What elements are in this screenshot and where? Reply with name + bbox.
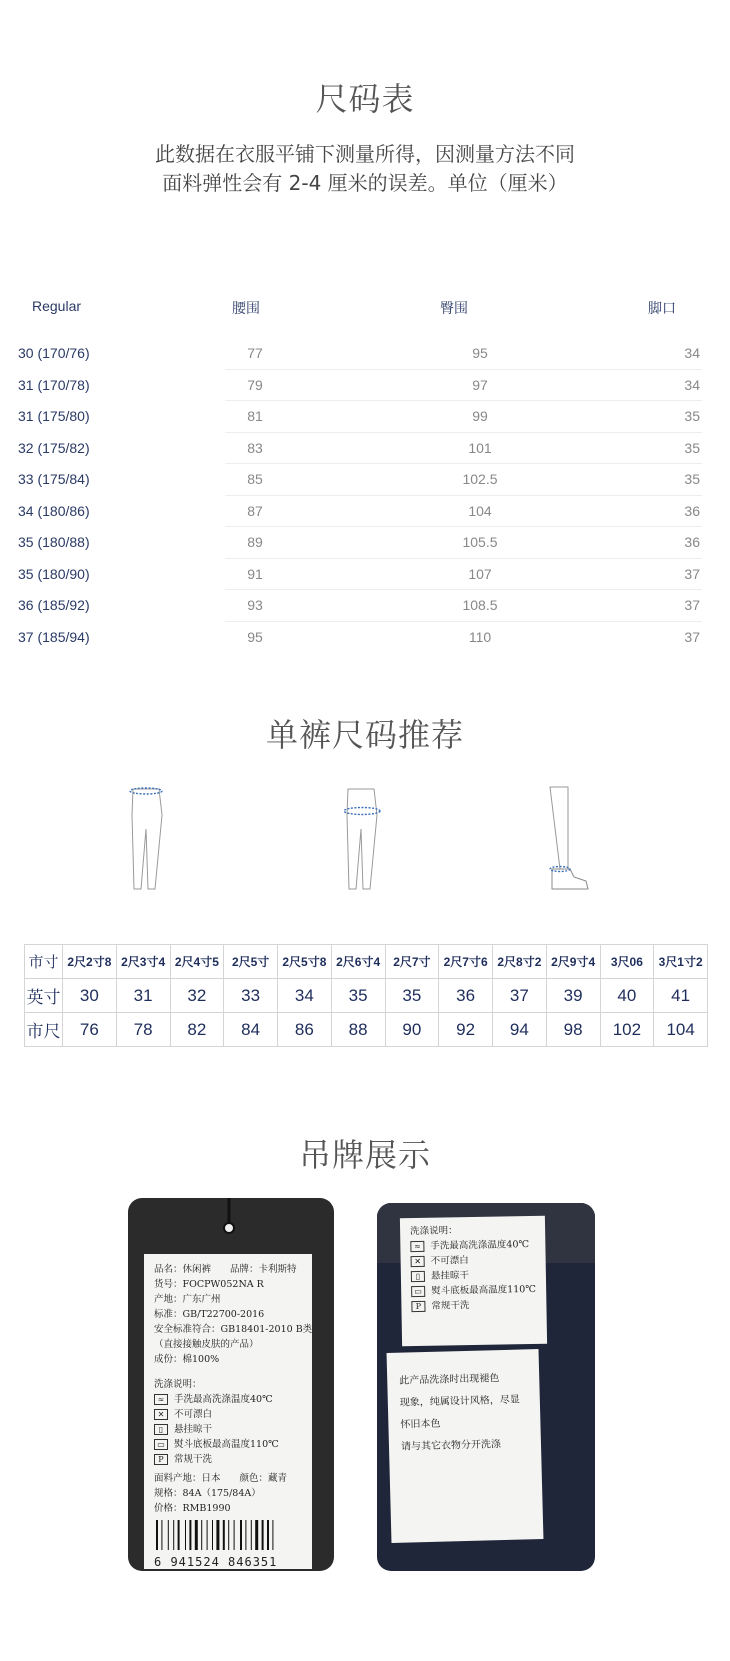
note-line: 请与其它衣物分开洗涤 bbox=[400, 1439, 502, 1453]
care-instruction bbox=[154, 1407, 302, 1422]
conversion-cell: 2尺5寸8 bbox=[278, 945, 332, 979]
conversion-cell: 94 bbox=[493, 1013, 547, 1047]
care-title: 洗涤说明： bbox=[154, 1379, 202, 1390]
size-row bbox=[0, 527, 730, 559]
care-label-photo bbox=[377, 1203, 595, 1571]
hem-value: 34 bbox=[684, 376, 700, 393]
conversion-cell: 41 bbox=[654, 979, 708, 1013]
conversion-cell: 86 bbox=[278, 1013, 332, 1047]
conversion-row bbox=[25, 979, 708, 1013]
hip-value: 108.5 bbox=[462, 597, 498, 613]
note-line: 此产品洗涤时出现褪色 bbox=[399, 1373, 500, 1387]
conversion-cell: 2尺6寸4 bbox=[331, 945, 385, 979]
hem-value: 37 bbox=[684, 565, 700, 582]
hem-value: 36 bbox=[684, 502, 700, 519]
conversion-cell: 102 bbox=[600, 1013, 654, 1047]
size-label: 32 (175/82) bbox=[18, 439, 90, 456]
waist-value: 91 bbox=[247, 565, 263, 582]
tag-info-line: 标准：GB/T22700-2016 bbox=[154, 1309, 265, 1320]
conversion-cell: 84 bbox=[224, 1013, 278, 1047]
hip-value: 105.5 bbox=[462, 534, 498, 550]
care-symbol-icon: ▯ bbox=[411, 1271, 425, 1282]
tag-string-icon bbox=[214, 1198, 244, 1238]
waist-value: 83 bbox=[247, 439, 263, 456]
size-label: 35 (180/88) bbox=[18, 534, 90, 550]
care-text: 手洗最高洗涤温度40℃ bbox=[174, 1394, 273, 1405]
hip-value: 107 bbox=[468, 565, 492, 582]
conversion-cell: 2尺4寸5 bbox=[170, 945, 224, 979]
size-chart-title: 尺码表 bbox=[315, 80, 415, 118]
care-instruction bbox=[411, 1297, 536, 1314]
conversion-cell: 40 bbox=[600, 979, 654, 1013]
unit-header: 市寸 bbox=[25, 945, 63, 979]
size-conversion-table bbox=[24, 944, 708, 1047]
care-text: 熨斗底板最高温度110℃ bbox=[174, 1439, 279, 1450]
right-care-title: 洗涤说明： bbox=[410, 1225, 458, 1238]
conversion-cell: 31 bbox=[116, 979, 170, 1013]
hip-value: 95 bbox=[472, 345, 488, 361]
care-text: 不可漂白 bbox=[430, 1255, 469, 1267]
hem-measure-figure bbox=[540, 785, 610, 895]
conversion-cell: 3尺1寸2 bbox=[654, 945, 708, 979]
header-hip: 臀围 bbox=[440, 300, 468, 316]
hip-marker-icon bbox=[344, 808, 380, 815]
care-text: 熨斗底板最高温度110℃ bbox=[431, 1283, 537, 1297]
conversion-cell: 34 bbox=[278, 979, 332, 1013]
hem-value: 35 bbox=[684, 408, 700, 424]
size-label: 33 (175/84) bbox=[18, 471, 90, 487]
conversion-cell: 88 bbox=[331, 1013, 385, 1047]
tag-info-line: 品名：休闲裤 品牌：卡利斯特 bbox=[154, 1264, 297, 1275]
conversion-cell: 82 bbox=[170, 1013, 224, 1047]
size-chart-note-line1: 此数据在衣服平铺下测量所得，因测量方法不同 bbox=[155, 142, 575, 166]
conversion-cell: 92 bbox=[439, 1013, 493, 1047]
size-row bbox=[0, 338, 730, 370]
hangtag-title: 吊牌展示 bbox=[298, 1136, 431, 1174]
conversion-cell: 2尺9寸4 bbox=[546, 945, 600, 979]
size-label: 36 (185/92) bbox=[18, 597, 90, 613]
header-waist: 腰围 bbox=[232, 300, 260, 316]
care-instruction bbox=[154, 1437, 302, 1452]
hem-value: 35 bbox=[684, 471, 700, 487]
recommend-title: 单裤尺码推荐 bbox=[265, 716, 464, 754]
size-chart-header bbox=[0, 288, 730, 338]
conversion-cell: 76 bbox=[63, 1013, 117, 1047]
care-text: 手洗最高洗涤温度40℃ bbox=[430, 1239, 530, 1252]
conversion-cell: 39 bbox=[546, 979, 600, 1013]
conversion-cell: 32 bbox=[170, 979, 224, 1013]
hip-value: 99 bbox=[472, 408, 488, 424]
hem-value: 36 bbox=[684, 534, 700, 550]
size-row bbox=[0, 622, 730, 654]
care-instruction bbox=[154, 1392, 302, 1407]
care-label-bottom bbox=[387, 1349, 544, 1543]
waist-value: 77 bbox=[247, 345, 263, 361]
care-text: 悬挂晾干 bbox=[430, 1270, 470, 1282]
hem-value: 35 bbox=[684, 439, 700, 456]
care-symbol-icon: ✕ bbox=[411, 1256, 425, 1267]
care-text: 常规干洗 bbox=[431, 1300, 470, 1312]
conversion-cell: 33 bbox=[224, 979, 278, 1013]
tag-footer-line: 规格：84A（175/84A） bbox=[154, 1488, 261, 1499]
waist-value: 93 bbox=[247, 597, 263, 613]
conversion-row bbox=[25, 1013, 708, 1047]
barcode bbox=[154, 1520, 302, 1570]
conversion-row bbox=[25, 945, 708, 979]
care-symbol-icon: P bbox=[154, 1454, 168, 1465]
conversion-cell: 2尺2寸8 bbox=[63, 945, 117, 979]
header-hem: 脚口 bbox=[648, 300, 676, 316]
size-label: 34 (180/86) bbox=[18, 502, 90, 519]
size-row bbox=[0, 433, 730, 465]
size-chart-note-line2: 面料弹性会有 2-4 厘米的误差。单位（厘米） bbox=[162, 171, 568, 195]
hip-value: 104 bbox=[468, 502, 492, 519]
hip-value: 110 bbox=[468, 628, 492, 645]
tag-info-line: 安全标准符合：GB18401-2010 B类 bbox=[154, 1324, 313, 1335]
waist-value: 95 bbox=[247, 628, 263, 645]
size-row bbox=[0, 559, 730, 591]
care-text: 常规干洗 bbox=[174, 1454, 213, 1465]
conversion-cell: 35 bbox=[385, 979, 439, 1013]
tag-footer-line: 价格：RMB1990 bbox=[154, 1503, 231, 1514]
waist-value: 85 bbox=[247, 471, 263, 487]
waist-value: 81 bbox=[247, 408, 263, 424]
hangtag-photo bbox=[128, 1198, 334, 1571]
tag-info-line: 成份：棉100% bbox=[154, 1354, 220, 1365]
size-row bbox=[0, 370, 730, 402]
waist-value: 89 bbox=[247, 534, 263, 550]
care-instruction bbox=[154, 1452, 302, 1467]
tag-info-line: 产地：广东广州 bbox=[154, 1294, 221, 1305]
hip-value: 97 bbox=[472, 376, 488, 393]
conversion-cell: 30 bbox=[63, 979, 117, 1013]
size-label: 30 (170/76) bbox=[18, 345, 90, 361]
waist-value: 87 bbox=[247, 502, 263, 519]
conversion-cell: 3尺06 bbox=[600, 945, 654, 979]
care-instruction bbox=[410, 1237, 535, 1254]
care-instruction bbox=[154, 1422, 302, 1437]
barcode-number: 6 941524 846351 bbox=[154, 1555, 278, 1569]
care-symbol-icon: ≈ bbox=[154, 1394, 168, 1405]
care-symbol-icon: ▭ bbox=[411, 1286, 425, 1297]
care-symbol-icon: ▯ bbox=[154, 1424, 168, 1435]
size-label: 31 (175/80) bbox=[18, 408, 90, 424]
conversion-cell: 36 bbox=[439, 979, 493, 1013]
size-label: 35 (180/90) bbox=[18, 565, 90, 582]
care-symbol-icon: ▭ bbox=[154, 1439, 168, 1450]
care-instruction bbox=[411, 1282, 536, 1299]
conversion-cell: 90 bbox=[385, 1013, 439, 1047]
conversion-cell: 2尺3寸4 bbox=[116, 945, 170, 979]
size-label: 31 (170/78) bbox=[18, 376, 90, 393]
care-text: 悬挂晾干 bbox=[174, 1424, 213, 1435]
conversion-cell: 37 bbox=[493, 979, 547, 1013]
care-symbol-icon: P bbox=[411, 1301, 425, 1312]
hem-value: 34 bbox=[684, 345, 700, 361]
tag-info-line: （直接接触皮肤的产品） bbox=[154, 1339, 259, 1350]
conversion-cell: 98 bbox=[546, 1013, 600, 1047]
barcode-icon bbox=[154, 1520, 302, 1550]
size-row bbox=[0, 496, 730, 528]
note-line: 现象，纯属设计风格，尽显 bbox=[399, 1394, 520, 1409]
care-symbol-icon: ✕ bbox=[154, 1409, 168, 1420]
note-line: 怀旧本色 bbox=[400, 1418, 441, 1431]
size-row bbox=[0, 464, 730, 496]
size-row bbox=[0, 401, 730, 433]
hip-measure-figure bbox=[330, 785, 400, 895]
hem-value: 37 bbox=[684, 597, 700, 613]
care-label-top bbox=[400, 1216, 547, 1347]
size-label: 37 (185/94) bbox=[18, 628, 90, 645]
size-row bbox=[0, 590, 730, 622]
hip-value: 101 bbox=[468, 439, 492, 456]
conversion-cell: 78 bbox=[116, 1013, 170, 1047]
conversion-cell: 2尺7寸6 bbox=[439, 945, 493, 979]
hangtag-label bbox=[144, 1254, 312, 1569]
waist-value: 79 bbox=[247, 376, 263, 393]
hem-value: 37 bbox=[684, 628, 700, 645]
conversion-cell: 2尺7寸 bbox=[385, 945, 439, 979]
tag-info-line: 货号：FOCPW052NA R bbox=[154, 1279, 264, 1290]
hip-value: 102.5 bbox=[462, 471, 498, 487]
unit-header: 英寸 bbox=[25, 979, 63, 1013]
size-chart-table bbox=[0, 288, 730, 653]
care-symbol-icon: ≈ bbox=[410, 1241, 424, 1252]
conversion-cell: 35 bbox=[331, 979, 385, 1013]
tag-footer-line: 面料产地：日本 颜色：藏青 bbox=[154, 1473, 288, 1484]
care-text: 不可漂白 bbox=[174, 1409, 213, 1420]
conversion-cell: 2尺5寸 bbox=[224, 945, 278, 979]
header-regular: Regular bbox=[32, 298, 82, 314]
conversion-cell: 2尺8寸2 bbox=[493, 945, 547, 979]
unit-header: 市尺 bbox=[25, 1013, 63, 1047]
waist-measure-figure bbox=[115, 785, 185, 895]
conversion-cell: 104 bbox=[654, 1013, 708, 1047]
